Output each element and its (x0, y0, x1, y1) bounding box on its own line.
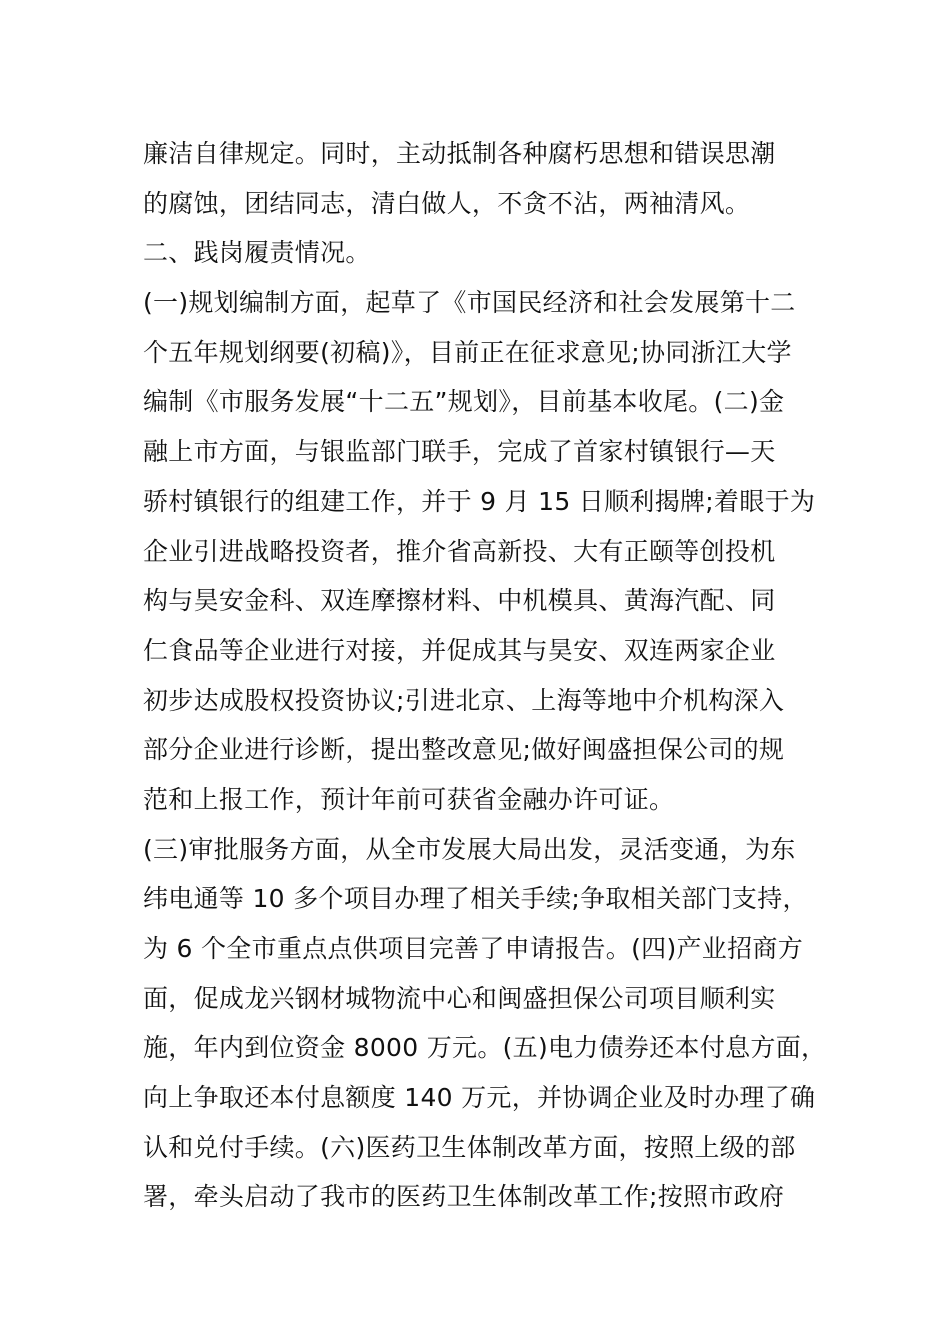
text-line-13: 部分企业进行诊断，提出整改意见;做好闽盛担保公司的规 (143, 735, 785, 765)
document-body (143, 129, 843, 1222)
text-line-6: 编制《市服务发展“十二五”规划》，目前基本收尾。(二)金 (143, 387, 785, 417)
text-line-21: 认和兑付手续。(六)医药卫生体制改革方面，按照上级的部 (143, 1132, 796, 1162)
text-line-4: (一)规划编制方面，起草了《市国民经济和社会发展第十二 (143, 288, 796, 318)
text-line-18: 面，促成龙兴钢材城物流中心和闽盛担保公司项目顺利实 (143, 983, 776, 1013)
text-line-20: 向上争取还本付息额度 140 万元，并协调企业及时办理了确 (143, 1083, 816, 1113)
text-line-7: 融上市方面，与银监部门联手，完成了首家村镇银行—天 (143, 437, 776, 467)
text-line-19: 施，年内到位资金 8000 万元。(五)电力债券还本付息方面， (143, 1033, 827, 1063)
text-line-8: 骄村镇银行的组建工作，并于 9 月 15 日顺利揭牌;着眼于为 (143, 486, 816, 516)
text-line-12: 初步达成股权投资协议;引进北京、上海等地中介机构深入 (143, 685, 785, 715)
text-line-22: 署，牵头启动了我市的医药卫生体制改革工作;按照市政府 (143, 1182, 785, 1212)
text-line-17: 为 6 个全市重点点供项目完善了申请报告。(四)产业招商方 (143, 934, 804, 963)
text-line-15: (三)审批服务方面，从全市发展大局出发，灵活变通，为东 (143, 834, 796, 864)
text-line-14: 范和上报工作，预计年前可获省金融办许可证。 (143, 784, 675, 814)
text-line-16: 纬电通等 10 多个项目办理了相关手续;争取相关部门支持， (143, 884, 808, 914)
text-line-10: 构与昊安金科、双连摩擦材料、中机模具、黄海汽配、同 (143, 586, 776, 616)
text-line-5: 个五年规划纲要(初稿)》，目前正在征求意见;协同浙江大学 (143, 337, 792, 367)
section-heading: 二、践岗履责情况。 (143, 238, 371, 268)
text-line-1: 廉洁自律规定。同时，主动抵制各种腐朽思想和错误思潮 (143, 139, 776, 168)
text-line-2: 的腐蚀，团结同志，清白做人，不贪不沾，两袖清风。 (143, 188, 751, 218)
text-line-11: 仁食品等企业进行对接，并促成其与昊安、双连两家企业 (143, 635, 776, 665)
text-line-9: 企业引进战略投资者，推介省高新投、大有正颐等创投机 (143, 536, 776, 566)
